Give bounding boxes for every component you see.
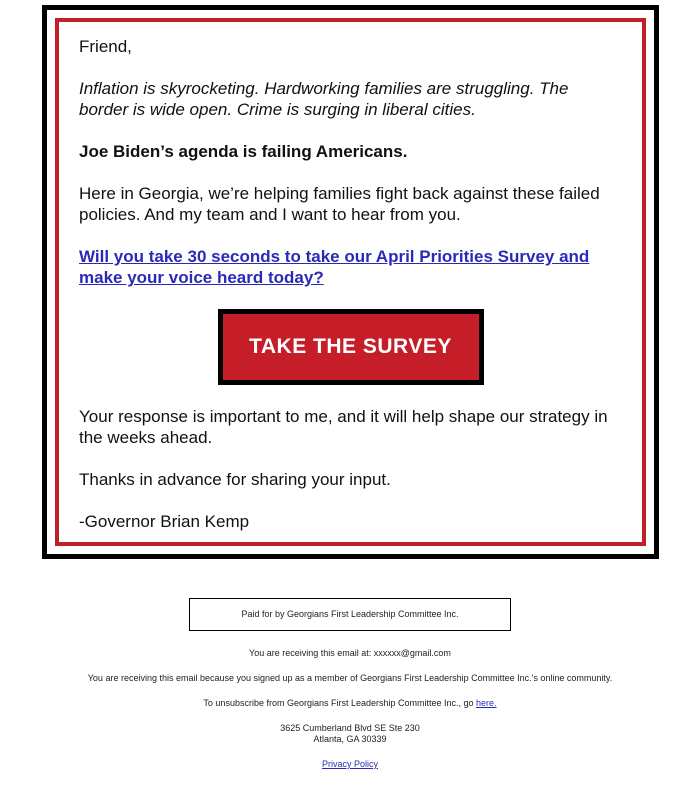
unsubscribe-link[interactable]: here.: [476, 698, 497, 708]
intro-paragraph: Inflation is skyrocketing. Hardworking families are struggling. The border is wide open. Crime is surging in liberal cities.: [79, 79, 569, 119]
address-line-1: 3625 Cumberland Blvd SE Ste 230: [280, 723, 420, 733]
cta-container: [79, 309, 622, 385]
bold-statement: Joe Biden’s agenda is failing Americans.: [79, 142, 408, 161]
greeting: Friend,: [79, 37, 132, 56]
unsubscribe-line: [0, 698, 700, 709]
thanks-paragraph: Thanks in advance for sharing your input.: [79, 470, 391, 489]
survey-link-paragraph: [79, 246, 622, 288]
email-inner-frame: [55, 18, 646, 546]
privacy-policy-link[interactable]: Privacy Policy: [321, 759, 378, 769]
email-outer-frame: [42, 5, 659, 559]
take-survey-button[interactable]: TAKE THE SURVEY: [218, 309, 484, 385]
address-line-2: Atlanta, GA 30339: [313, 734, 387, 744]
privacy-policy-line: [0, 759, 700, 770]
georgia-paragraph: Here in Georgia, we’re helping families fight back against these failed policies. And my team and I want to hear from you.: [79, 184, 600, 224]
receiving-at-text: You are receiving this email at: xxxxxx@gmail.com: [249, 648, 451, 658]
email-body: [79, 36, 622, 553]
email-footer: [0, 598, 700, 784]
unsubscribe-text: To unsubscribe from Georgians First Leadership Committee Inc., go: [203, 698, 477, 708]
signature: -Governor Brian Kemp: [79, 512, 250, 531]
signup-reason-text: You are receiving this email because you signed up as a member of Georgians First Leadership Committee Inc.'s online community.: [87, 673, 613, 683]
mailing-address: [0, 723, 700, 745]
survey-link[interactable]: Will you take 30 seconds to take our April Priorities Survey and make your voice heard today?: [79, 247, 590, 287]
response-paragraph: Your response is important to me, and it will help shape our strategy in the weeks ahead.: [79, 407, 608, 447]
paid-for-disclaimer: Paid for by Georgians First Leadership Committee Inc.: [189, 598, 511, 631]
